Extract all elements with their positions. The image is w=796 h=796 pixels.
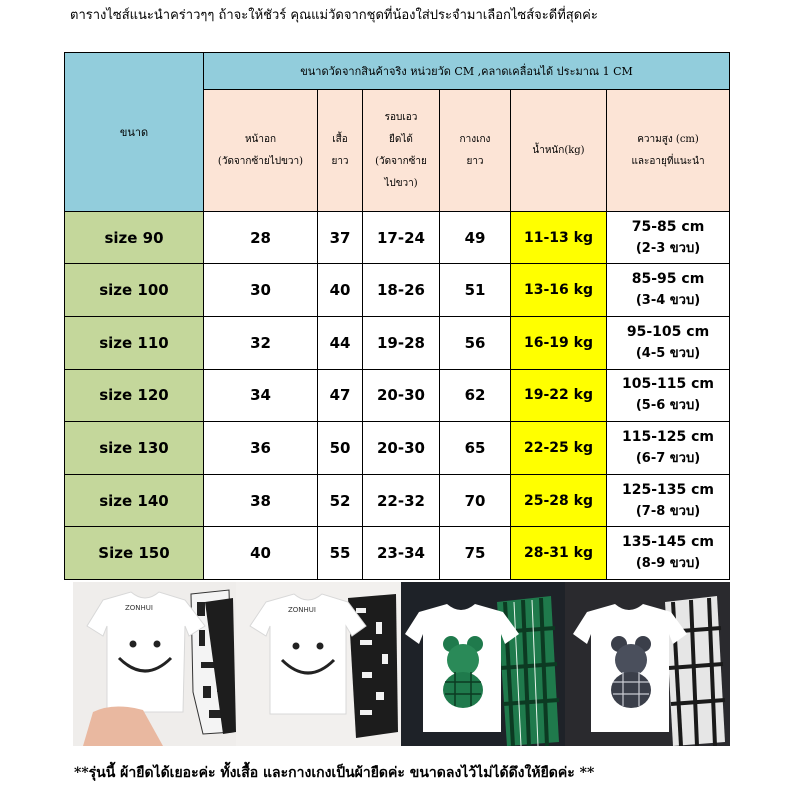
column-header-line: ความสูง (cm) (637, 133, 699, 145)
size-label: Size 150 (65, 527, 204, 580)
waist-value: 20-30 (363, 369, 440, 422)
bottom-note: **รุ่นนี้ ผ้ายืดได้เยอะค่ะ ทั้งเสื้อ และกางเกงเป็นผ้ายืดค่ะ ขนาดลงไว้ไม่ได้ดึงให้ยืดค่ะ ** (74, 765, 595, 781)
pants-length-value: 70 (440, 474, 511, 527)
column-header (511, 90, 607, 212)
age-value: (5-6 ขวบ) (635, 398, 701, 414)
weight-value: 19-22 kg (511, 369, 607, 422)
product-photo-bear-green-plaid (401, 582, 565, 746)
pants-length-value: 65 (440, 422, 511, 475)
height-age-cell (607, 369, 730, 422)
column-header (440, 90, 511, 212)
pants-length-value: 51 (440, 264, 511, 317)
table-row (65, 527, 730, 580)
height-age-cell (607, 317, 730, 370)
table-row (65, 317, 730, 370)
chest-value: 38 (204, 474, 318, 527)
pants-length-value: 75 (440, 527, 511, 580)
waist-value: 17-24 (363, 211, 440, 264)
column-header-line: กางเกง (459, 133, 491, 145)
shirt-length-value: 55 (318, 527, 363, 580)
chest-value: 28 (204, 211, 318, 264)
column-header-line: ยาว (331, 155, 349, 167)
column-header-line: ยืดได้ (389, 133, 413, 145)
age-value: (7-8 ขวบ) (635, 503, 701, 519)
column-header-line: น้ำหนัก(kg) (532, 144, 585, 156)
height-value: 95-105 cm (626, 323, 710, 340)
pants-length-value: 56 (440, 317, 511, 370)
chest-value: 30 (204, 264, 318, 317)
column-header (204, 90, 318, 212)
top-note: ตารางไซส์แนะนำคร่าวๆๆ ถ้าจะให้ชัวร์ คุณแม่วัดจากชุดที่น้องใส่ประจำมาเลือกไซส์จะดีที่สุดค่ะ (70, 8, 598, 23)
pants-length-value: 62 (440, 369, 511, 422)
height-value: 75-85 cm (631, 218, 705, 235)
weight-value: 28-31 kg (511, 527, 607, 580)
height-age-cell (607, 264, 730, 317)
age-value: (4-5 ขวบ) (635, 345, 701, 361)
shirt-length-value: 40 (318, 264, 363, 317)
waist-value: 22-32 (363, 474, 440, 527)
pants-length-value: 49 (440, 211, 511, 264)
size-label: size 130 (65, 422, 204, 475)
height-age-cell (607, 211, 730, 264)
height-value: 105-115 cm (622, 376, 715, 393)
shirt-print-text: ZONHUI (288, 606, 316, 614)
weight-value: 22-25 kg (511, 422, 607, 475)
size-label: size 90 (65, 211, 204, 264)
column-header-line: และอายุที่แนะนำ (631, 155, 705, 167)
table-row (65, 264, 730, 317)
height-value: 125-135 cm (622, 481, 715, 498)
table-row (65, 474, 730, 527)
column-header (607, 90, 730, 212)
height-value: 85-95 cm (631, 271, 705, 288)
height-age-cell (607, 422, 730, 475)
product-photo-bear-black-plaid (565, 582, 730, 746)
waist-value: 20-30 (363, 422, 440, 475)
shirt-length-value: 50 (318, 422, 363, 475)
product-photo-smiley-white-pants (73, 582, 236, 746)
height-value: 135-145 cm (622, 534, 715, 551)
waist-value: 23-34 (363, 527, 440, 580)
column-header-line: (วัดจากซ้าย (375, 155, 427, 167)
size-label: size 120 (65, 369, 204, 422)
column-header-line: (วัดจากซ้ายไปขวา) (217, 155, 304, 167)
product-photo-smiley-black-pants (236, 582, 401, 746)
shirt-length-value: 47 (318, 369, 363, 422)
shirt-length-value: 52 (318, 474, 363, 527)
product-photos (73, 582, 730, 746)
measurement-span-header: ขนาดวัดจากสินค้าจริง หน่วยวัด CM ,คลาดเคลื่อนได้ ประมาณ 1 CM (204, 53, 730, 90)
column-header-line: รอบเอว (384, 111, 418, 123)
waist-value: 18-26 (363, 264, 440, 317)
age-value: (3-4 ขวบ) (635, 293, 701, 309)
shirt-length-value: 37 (318, 211, 363, 264)
size-label: size 100 (65, 264, 204, 317)
weight-value: 25-28 kg (511, 474, 607, 527)
waist-value: 19-28 (363, 317, 440, 370)
column-header (363, 90, 440, 212)
table-row (65, 211, 730, 264)
table-row (65, 369, 730, 422)
height-age-cell (607, 474, 730, 527)
chest-value: 34 (204, 369, 318, 422)
shirt-print-text: ZONHUI (125, 604, 153, 612)
age-value: (6-7 ขวบ) (635, 451, 701, 466)
size-chart-table (64, 52, 730, 580)
chest-value: 36 (204, 422, 318, 475)
column-header (318, 90, 363, 212)
height-value: 115-125 cm (622, 429, 715, 445)
weight-value: 11-13 kg (511, 211, 607, 264)
column-header-line: ไปขวา) (384, 177, 418, 189)
chest-value: 32 (204, 317, 318, 370)
column-header-line: ยาว (466, 155, 484, 167)
column-header-line: เสื้อ (332, 133, 348, 145)
weight-value: 13-16 kg (511, 264, 607, 317)
column-header-line: หน้าอก (244, 133, 277, 145)
age-value: (8-9 ขวบ) (635, 556, 701, 572)
shirt-length-value: 44 (318, 317, 363, 370)
weight-value: 16-19 kg (511, 317, 607, 370)
size-column-header: ขนาด (65, 53, 204, 212)
table-row (65, 422, 730, 475)
size-label: size 140 (65, 474, 204, 527)
age-value: (2-3 ขวบ) (635, 240, 701, 256)
chest-value: 40 (204, 527, 318, 580)
size-label: size 110 (65, 317, 204, 370)
height-age-cell (607, 527, 730, 580)
